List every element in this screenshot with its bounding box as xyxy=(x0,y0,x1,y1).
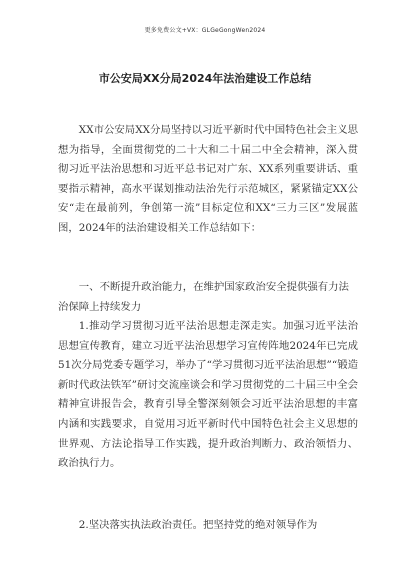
item-1-text: 1.推动学习贯彻习近平法治思想走深走实。加强习近平法治思想宣传教育，建立习近平法治思想学习宣传阵地2024年已完成51次分局党委专题学习，举办了“学习贯彻习近平法治思想”“锻造新时代政法铁军”研讨交流座谈会和学习贯彻党的二十届三中全会精神宣讲报告会，教育引导全警深刻领会习近平法治思想的丰富内涵和实践要求，自觉用习近平新时代中国特色社会主义思想的世界观、方法论指导工作实践，提升政治判断力、政治领悟力、政治执行力。 xyxy=(58,320,358,470)
item-2-text: 2.坚决落实执法政治责任。把坚持党的绝对领导作为 xyxy=(78,519,318,531)
section-heading xyxy=(58,278,358,317)
item-paragraph-2 xyxy=(58,516,358,536)
section-heading-text: 一、不断提升政治能力，在维护国家政治安全提供强有力法治保障上持续发力 xyxy=(58,281,349,313)
intro-paragraph xyxy=(58,121,358,278)
intro-text: XX市公安局XX分局坚持以习近平新时代中国特色社会主义思想为指导，全面贯彻党的二十大和二十届二中全会精神，深入贯彻习近平法治思想和习近平总书记对广东、XX系列重要讲话、重要指示精神，高水平谋划推动法治先行示范城区，紧紧锚定XX公安“走在最前列，争创第一流”目标定位和XX“三力三区”发展蓝图，2024年的法治建设相关工作总结如下： xyxy=(58,124,358,234)
item-paragraph-1 xyxy=(58,317,358,474)
header-note: 更多免费公文+VX：GLGeGongWen2024 xyxy=(144,27,266,34)
document-title: 市公安局XX分局2024年法治建设工作总结 xyxy=(98,72,312,85)
